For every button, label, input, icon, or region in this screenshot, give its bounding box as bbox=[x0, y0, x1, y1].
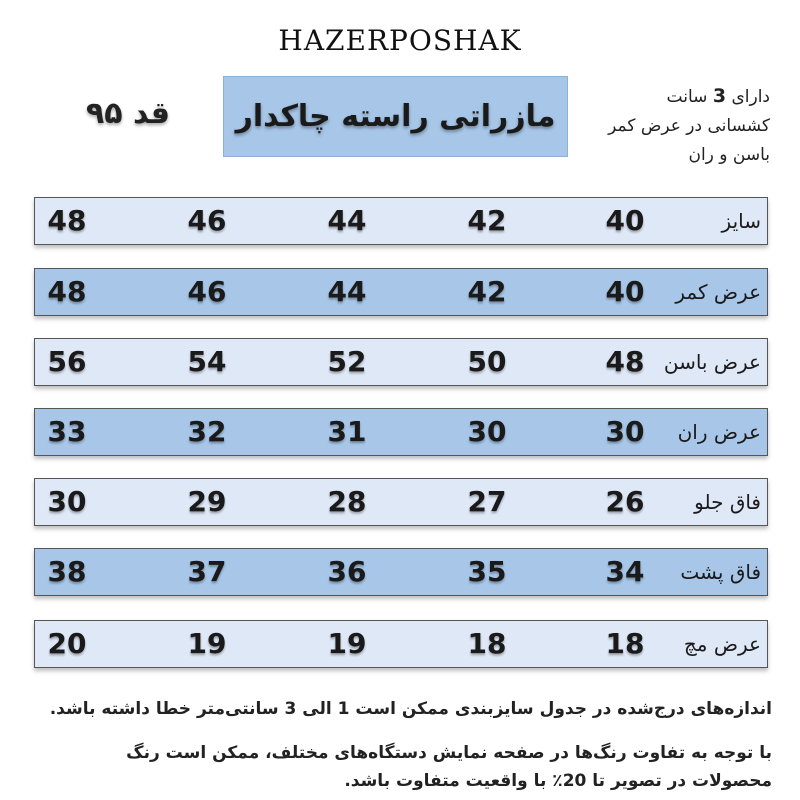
table-cell: 19 bbox=[187, 627, 227, 660]
table-cell: 46 bbox=[187, 204, 227, 237]
features-line-1 bbox=[575, 82, 770, 112]
table-cell: 48 bbox=[605, 345, 645, 378]
table-cell: 50 bbox=[467, 345, 507, 378]
table-cell: 33 bbox=[47, 415, 87, 448]
table-row bbox=[34, 620, 768, 668]
note-line-3: محصولات در تصویر تا 20٪ با واقعیت متفاوت باشد. bbox=[344, 771, 772, 791]
table-row bbox=[34, 268, 768, 316]
table-cell: 27 bbox=[467, 485, 507, 518]
row-label: عرض ران bbox=[677, 420, 761, 444]
table-cell: 48 bbox=[47, 275, 87, 308]
table-cell: 32 bbox=[187, 415, 227, 448]
table-cell: 18 bbox=[605, 627, 645, 660]
table-cell: 37 bbox=[187, 555, 227, 588]
row-label: عرض مچ bbox=[683, 632, 761, 656]
row-label: عرض باسن bbox=[663, 350, 761, 374]
row-label: فاق پشت bbox=[680, 560, 761, 584]
table-cell: 38 bbox=[47, 555, 87, 588]
table-cell: 20 bbox=[47, 627, 87, 660]
table-cell: 18 bbox=[467, 627, 507, 660]
table-cell: 42 bbox=[467, 204, 507, 237]
row-label: فاق جلو bbox=[694, 490, 761, 514]
table-cell: 56 bbox=[47, 345, 87, 378]
table-cell: 44 bbox=[327, 204, 367, 237]
table-cell: 36 bbox=[327, 555, 367, 588]
table-cell: 31 bbox=[327, 415, 367, 448]
table-cell: 46 bbox=[187, 275, 227, 308]
product-title-box bbox=[223, 76, 568, 157]
table-row bbox=[34, 548, 768, 596]
table-cell: 30 bbox=[47, 485, 87, 518]
table-cell: 44 bbox=[327, 275, 367, 308]
table-cell: 30 bbox=[467, 415, 507, 448]
table-cell: 35 bbox=[467, 555, 507, 588]
table-cell: 42 bbox=[467, 275, 507, 308]
features-text bbox=[575, 82, 770, 170]
table-cell: 26 bbox=[605, 485, 645, 518]
table-cell: 48 bbox=[47, 204, 87, 237]
table-row bbox=[34, 197, 768, 245]
table-row bbox=[34, 338, 768, 386]
table-cell: 30 bbox=[605, 415, 645, 448]
table-cell: 19 bbox=[327, 627, 367, 660]
table-row bbox=[34, 478, 768, 526]
table-row bbox=[34, 408, 768, 456]
brand-title: HAZERPOSHAK bbox=[278, 24, 522, 57]
features-line-2: کشسانی در عرض کمر bbox=[608, 116, 770, 136]
note-line-1: اندازه‌های درج‌شده در جدول سایزبندی ممکن است 1 الی 3 سانتی‌متر خطا داشته باشد. bbox=[49, 699, 772, 719]
note-line-2: با توجه به تفاوت رنگ‌ها در صفحه نمایش دستگاه‌های مختلف، ممکن است رنگ bbox=[126, 743, 772, 763]
features-line-1-pre: دارای bbox=[731, 87, 770, 107]
table-cell: 54 bbox=[187, 345, 227, 378]
table-cell: 28 bbox=[327, 485, 367, 518]
features-line-1-num: 3 bbox=[712, 85, 727, 107]
table-cell: 40 bbox=[605, 275, 645, 308]
features-line-3: باسن و ران bbox=[688, 145, 770, 165]
row-label: عرض کمر bbox=[675, 280, 761, 304]
table-cell: 34 bbox=[605, 555, 645, 588]
product-title: مازراتی راسته چاکدار bbox=[235, 99, 556, 134]
table-cell: 52 bbox=[327, 345, 367, 378]
table-cell: 29 bbox=[187, 485, 227, 518]
row-label: سایز bbox=[721, 209, 761, 233]
table-cell: 40 bbox=[605, 204, 645, 237]
features-line-1-post: سانت bbox=[666, 87, 708, 107]
height-label: قد ۹۵ bbox=[85, 96, 171, 131]
